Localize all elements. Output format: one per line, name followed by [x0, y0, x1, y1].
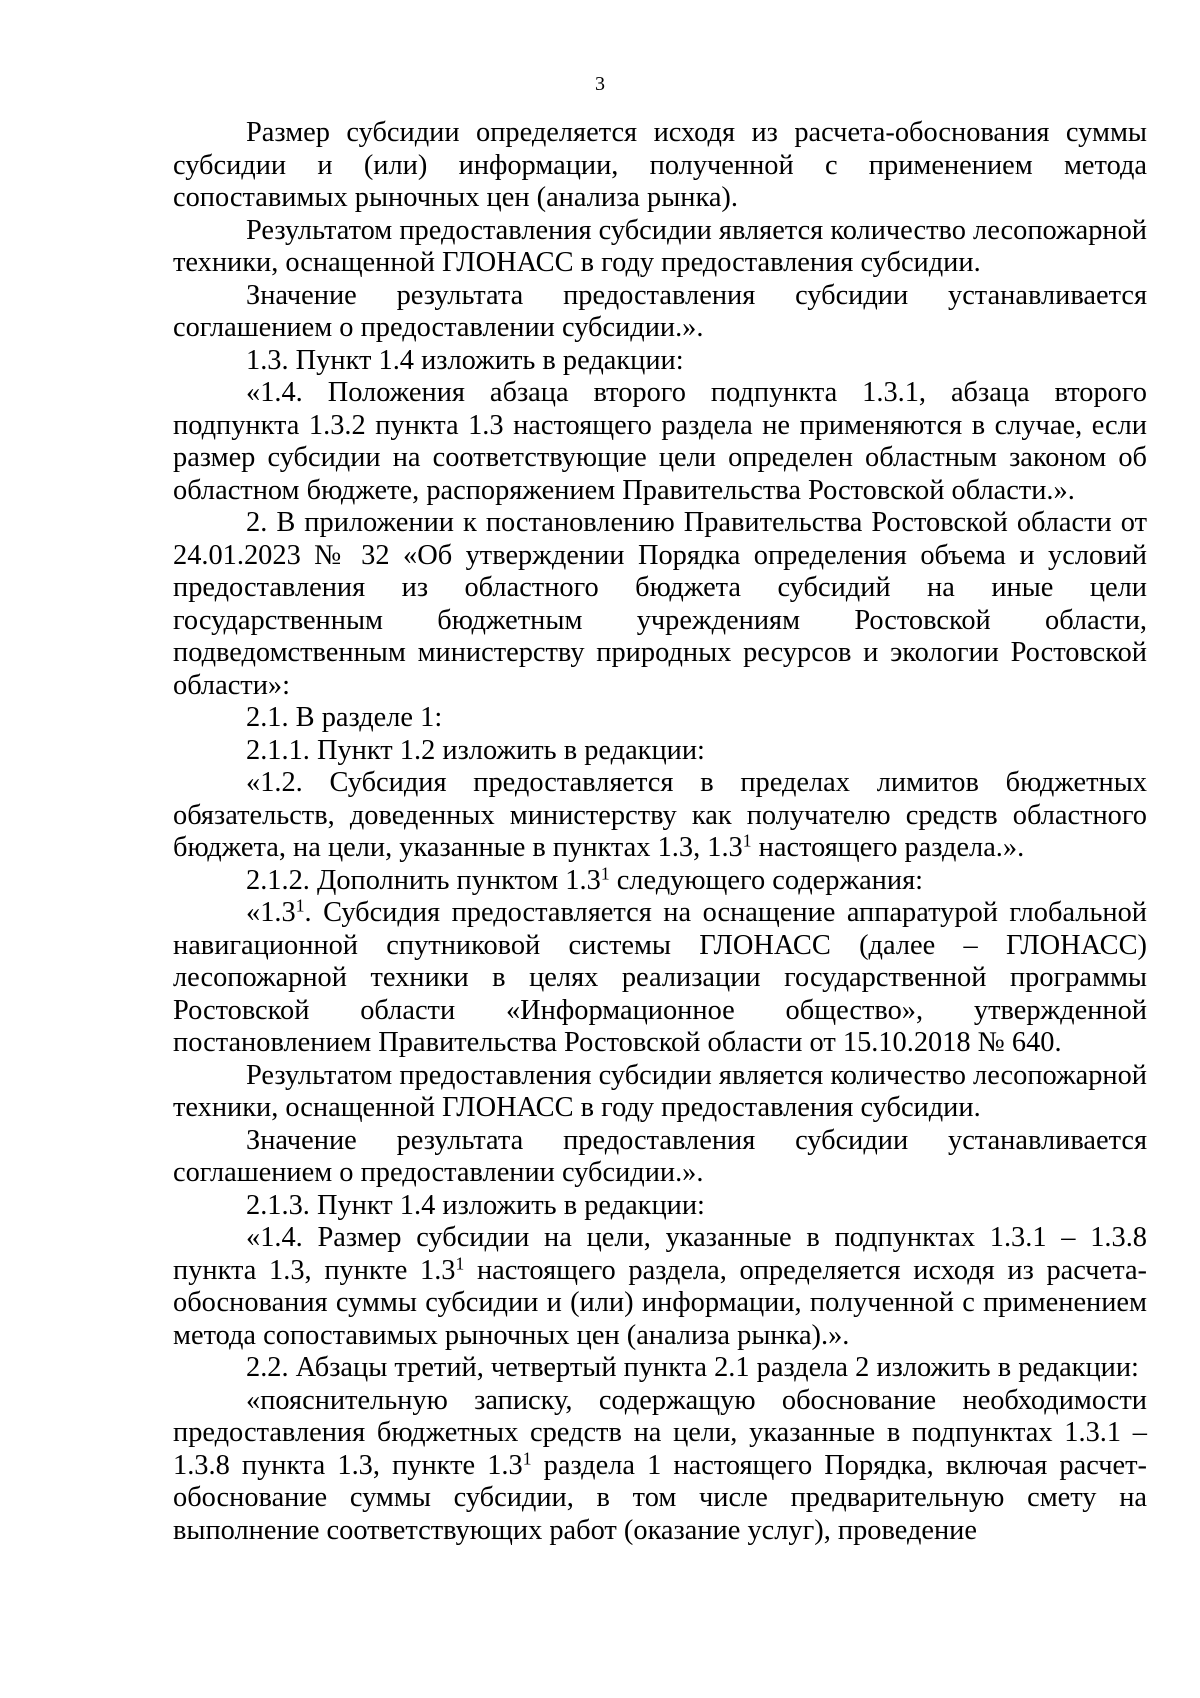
- paragraph-2: Результатом предоставления субсидии является количество лесопожарной техники, оснащенной ГЛОНАСС в году предоставления субсидии.: [173, 214, 1147, 278]
- text-run: раздела 1 настоящего Порядка, включая расчет-обоснование суммы субсидии, в том числе предварительную смету на выполнение соответствующих работ (оказание услуг), проведение: [173, 1449, 1147, 1546]
- paragraph-6: 2. В приложении к постановлению Правительства Ростовской области от 24.01.2023 № 32 «Об утверждении Порядка определения объема и условий предоставления из областного бюджета субсидий на иные цели государственным бюджетным учреждениям Ростовской области, подведомственным министерству природных ресурсов и экологии Ростовской области»:: [173, 507, 1147, 701]
- paragraph-12: Результатом предоставления субсидии является количество лесопожарной техники, оснащенной ГЛОНАСС в году предоставления субсидии.: [173, 1059, 1147, 1123]
- text-run: «1.2. Субсидия предоставляется в пределах лимитов бюджетных обязательств, доведенных министерству как получателю средств областного бюджета, на цели, указанные в пунктах 1.3, 1.3: [173, 767, 1147, 863]
- page-number: 3: [595, 73, 605, 95]
- text-run: следующего содержания:: [609, 864, 924, 896]
- text-run: «пояснительную записку, содержащую обоснование необходимости предоставления бюджетных средств на цели, указанные в подпунктах 1.3.1 – 1.3.8 пункта 1.3, пункте 1.3: [173, 1384, 1147, 1481]
- paragraph-11: [173, 897, 1147, 1060]
- text-run: «1.4. Размер субсидии на цели, указанные в подпунктах 1.3.1 – 1.3.8 пункта 1.3, пункте 1.3: [173, 1222, 1147, 1286]
- paragraph-9: [173, 767, 1147, 865]
- paragraph-10: [173, 862, 1147, 898]
- paragraph-5: «1.4. Положения абзаца второго подпункта 1.3.1, абзаца второго подпункта 1.3.2 пункта 1.3 настоящего раздела не применяются в случае, если размер субсидии на соответствующие цели определен областным законом об областном бюджете, распоряжением Правительства Ростовской области.».: [173, 377, 1147, 506]
- paragraph-15: [173, 1222, 1147, 1352]
- paragraph-3: Значение результата предоставления субсидии устанавливается соглашением о предоставлении субсидии.».: [173, 279, 1147, 343]
- paragraph-14: 2.1.3. Пункт 1.4 изложить в редакции:: [246, 1189, 705, 1221]
- superscript: 1: [295, 895, 305, 916]
- paragraph-13: Значение результата предоставления субсидии устанавливается соглашением о предоставлении субсидии.».: [173, 1124, 1147, 1188]
- text-run: . Субсидия предоставляется на оснащение аппаратурой глобальной навигационной спутниковой системы ГЛОНАСС (далее – ГЛОНАСС) лесопожарной техники в целях реализации государственной программы Ростовской области «Информационное общество», утвержденной постановлением Правительства Ростовской области от 15.10.2018 № 640.: [173, 897, 1147, 1058]
- text-run: 2.1.2. Дополнить пунктом 1.3: [246, 864, 601, 896]
- superscript: 1: [455, 1252, 465, 1273]
- superscript: 1: [522, 1447, 532, 1468]
- paragraph-7: 2.1. В разделе 1:: [246, 702, 443, 733]
- paragraph-8: 2.1.1. Пункт 1.2 изложить в редакции:: [246, 734, 705, 766]
- text-run: настоящего раздела.».: [751, 832, 1025, 863]
- document-body: [173, 117, 1147, 1547]
- text-run: настоящего раздела, определяется исходя из расчета-обоснования суммы субсидии и (или) информации, полученной с применением метода сопоставимых рыночных цен (анализа рынка).».: [173, 1254, 1147, 1351]
- paragraph-4: 1.3. Пункт 1.4 изложить в редакции:: [246, 344, 684, 376]
- paragraph-1: Размер субсидии определяется исходя из расчета-обоснования суммы субсидии и (или) информации, полученной с применением метода сопоставимых рыночных цен (анализа рынка).: [173, 117, 1147, 213]
- text-run: «1.3: [246, 897, 296, 928]
- superscript: 1: [600, 862, 610, 883]
- paragraph-16: 2.2. Абзацы третий, четвертый пункта 2.1 раздела 2 изложить в редакции:: [246, 1352, 1139, 1383]
- paragraph-17: [173, 1385, 1147, 1548]
- superscript: 1: [742, 830, 752, 851]
